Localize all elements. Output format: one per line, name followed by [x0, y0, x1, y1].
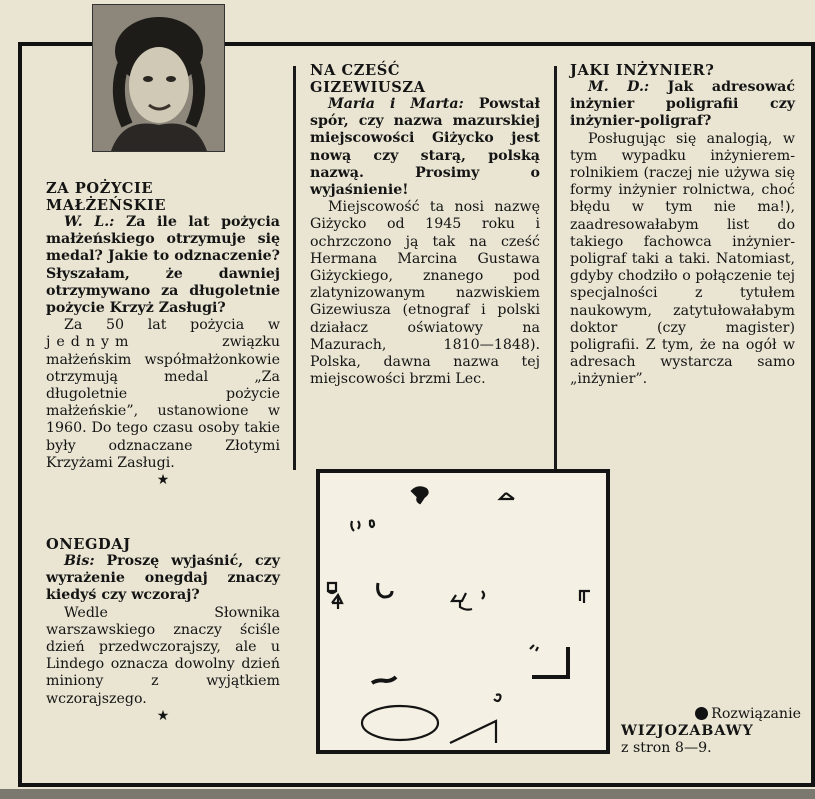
woman-portrait-icon — [93, 5, 224, 151]
puzzle-answer-note — [621, 706, 801, 757]
heading-na-czesc — [310, 62, 540, 96]
separator-star: ★ — [156, 707, 170, 724]
question-author: Maria i Marta: — [328, 96, 464, 112]
column-left-bottom — [46, 536, 280, 724]
heading-jaki-inzynier: JAKI INŻYNIER? — [570, 62, 715, 79]
question-author: Bis: — [64, 553, 95, 569]
separator-star: ★ — [156, 472, 170, 489]
bottom-band — [0, 789, 815, 799]
heading-onegdaj: ONEGDAJ — [46, 536, 131, 553]
bullet-icon — [695, 707, 708, 720]
answer-text: związku małżeńskim współmałżonkowie otrzymują medal „Za długoletnie pożycie małżeńskie”, ustanowione w 1960. Do tego czasu osoby takie były odznaczane Złotymi Krzyżami Zasługi. — [46, 334, 280, 471]
answer-paragraph — [46, 317, 280, 472]
question-text: Za ile lat pożycia małżeńskiego otrzymuje się medal? Jakie to odznaczenie? Słyszałam, że dawniej otrzymywano za długoletnie pożycie Krzyż Zasługi? — [46, 214, 280, 317]
question-paragraph — [570, 79, 795, 131]
answer-text: Za 50 lat pożycia w — [64, 317, 280, 334]
question-paragraph — [46, 214, 280, 317]
answer-note-pages: z stron 8—9. — [621, 740, 712, 756]
answer-note-text: Rozwiązanie — [711, 706, 801, 722]
question-author: M. D.: — [588, 79, 650, 95]
question-author: W. L.: — [64, 214, 115, 230]
column-middle — [310, 62, 540, 388]
column-right — [570, 62, 795, 389]
heading-za-pozycie — [46, 180, 280, 214]
heading-line: GIZEWIUSZA — [310, 79, 426, 96]
heading-line: MAŁŻEŃSKIE — [46, 197, 167, 214]
column-left-top — [46, 180, 280, 488]
answer-spaced-word: jednym — [46, 334, 135, 351]
column-rule-left — [293, 66, 296, 470]
answer-paragraph: Wedle Słownika warszawskiego znaczy ściśle dzień przedwczorajszy, ale u Lindego oznacza dowolny dzień miniony z wyjątkiem wczorajszego. — [46, 604, 280, 707]
question-paragraph — [46, 553, 280, 605]
heading-line: ZA POŻYCIE — [46, 180, 154, 197]
puzzle-solution-box — [316, 469, 610, 754]
question-paragraph — [310, 96, 540, 199]
question-text: Proszę wyjaśnić, czy wyrażenie onegdaj znaczy kiedyś czy wczoraj? — [46, 553, 280, 604]
column-rule-right — [554, 66, 557, 470]
answer-note-title: WIZJOZABAWY — [621, 723, 754, 739]
answer-paragraph: Miejscowość ta nosi nazwę Giżycko od 1945 roku i ochrzczono ją tak na cześć Hermana Marcina Gustawa Giżyckiego, znanego pod zlatynizowanym nazwiskiem Gizewiusza (etnograf i polski działacz oświatowy na Mazurach, 1810—1848). Polska, dawna nazwa tej miejscowości brzmi Lec. — [310, 199, 540, 388]
puzzle-marks-icon — [320, 473, 606, 750]
question-text: Jak adresować inżynier poligrafii czy inżynier-poligraf? — [570, 79, 795, 130]
answer-paragraph: Posługując się analogią, w tym wypadku inżynierem-rolnikiem (raczej nie używa się formy inżynier rolnictwa, choć błędu w tym nie ma!), zaadresowałabym list do takiego fachowca inżynier-poligraf taki a taki. Natomiast, gdyby chodziło o połączenie tej specjalności z tytułem naukowym, zatytułowałabym doktor (czy magister) poligrafii. Z tym, że na ogół w adresach wystarcza samo „inżynier”. — [570, 130, 795, 388]
heading-line: NA CZEŚĆ — [310, 62, 401, 79]
portrait-photo — [92, 4, 225, 152]
question-text: Powstał spór, czy nazwa mazurskiej miejscowości Giżycko jest nową czy starą, polską nazwą. Prosimy o wyjaśnienie! — [310, 96, 540, 199]
answer-note-line — [621, 706, 801, 723]
